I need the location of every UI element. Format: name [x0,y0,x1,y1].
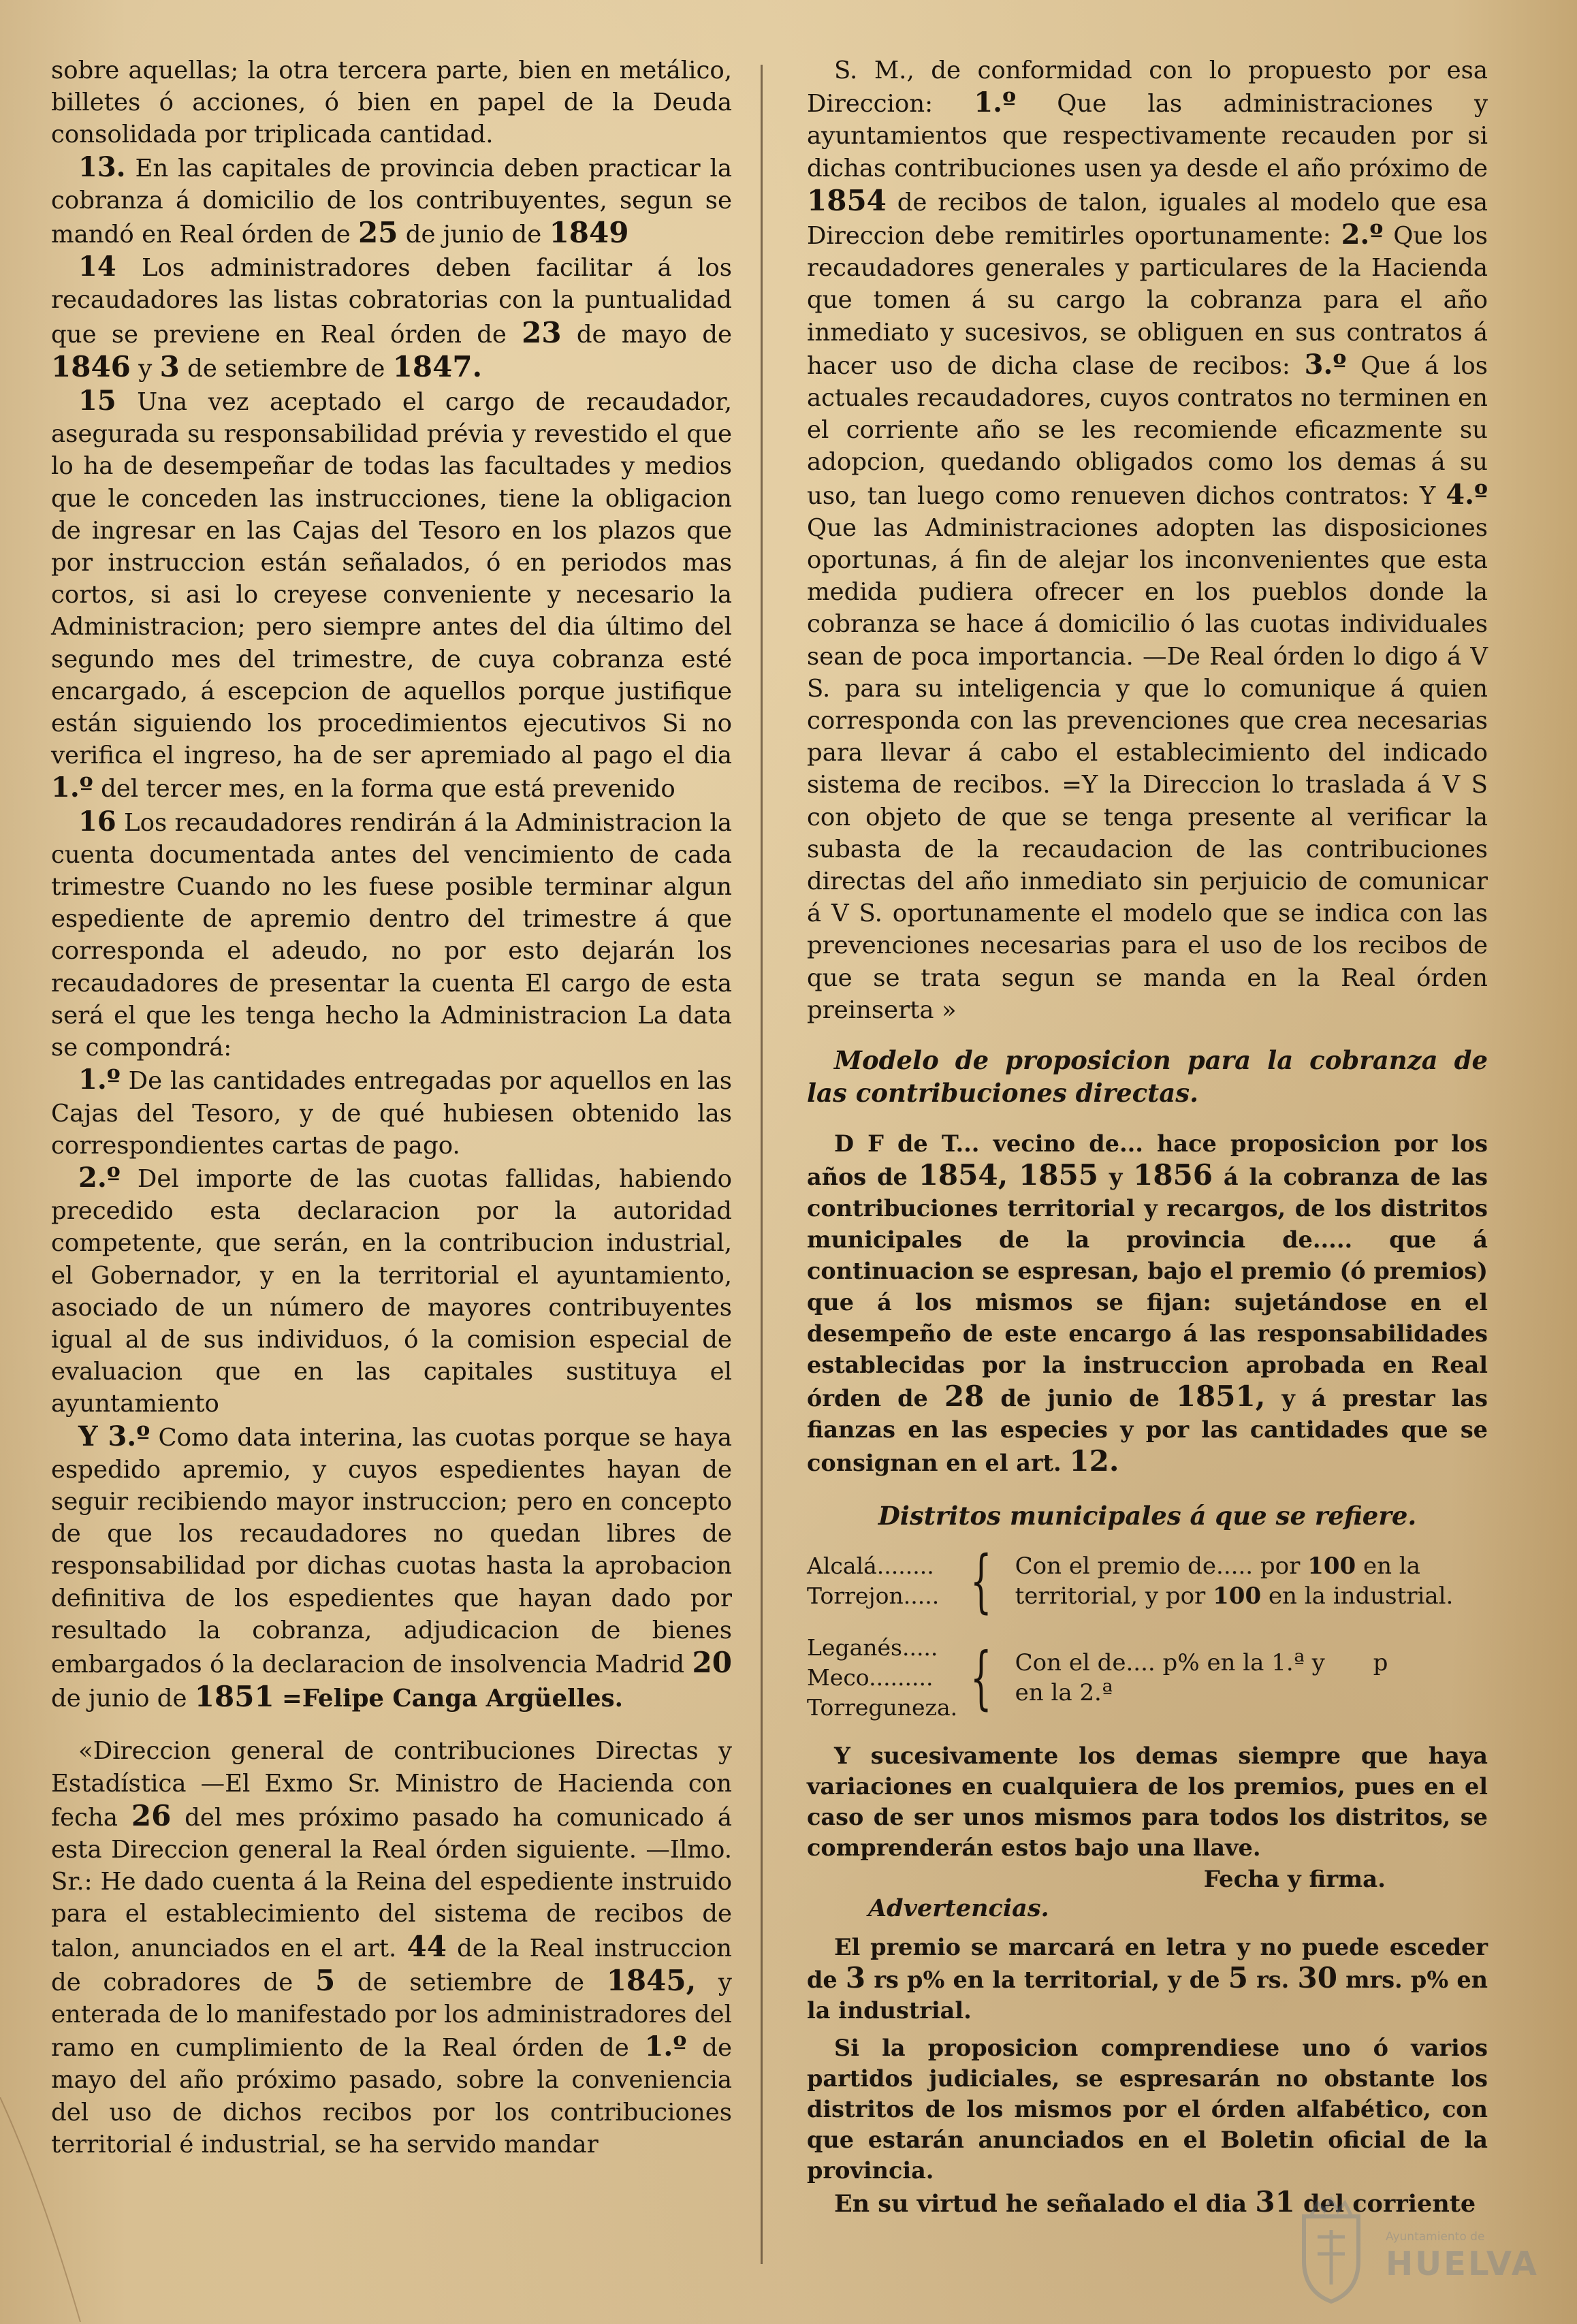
article-number: 16 [78,805,116,838]
paragraph-continuation: sobre aquellas; la otra tercera parte, bien en metálico, billetes ó acciones, ó bien en papel de la Deuda consolidada por triplicada cantidad. [51,57,732,149]
advertencia-2: Si la proposicion comprendiese uno ó varios partidos judiciales, se espresarán no obstante los distritos de los mismos por el órden alfabético, con que estarán anunciados en el Boletin oficial de la provincia. [807,2035,1488,2184]
article-number: 13. [78,150,126,183]
district-premium-text: Con el premio de..... por 100 en la territorial, y por 100 en la industrial. [1015,1553,1454,1610]
article-16: 16 Los recaudadores rendirán á la Administracion la cuenta documentada antes del vencimiento de cada trimestre Cuando no les fuese posible terminar algun espediente de apremio dentro del trimestre á que corresponda el adeudo, no por esto dejarán los recaudadores de presentar la cuenta El cargo de esta será el que les tenga hecho la Administracion La data se compondrá: [51,805,732,1062]
signature-canga: =Felipe Canga Argüelles. [282,1685,623,1713]
data-item-2: 2.º Del importe de las cuotas fallidas, habiendo precedido esta declaracion por la autoridad competente, que serán, en la contribucion industrial, el Gobernador, y en la territorial el ayuntamiento, asociado de un número de mayores contribuyentes igual al de sus individuos, ó la comision especial de evaluacion que en las capitales sustituya el ayuntamiento [51,1161,732,1418]
district-group-2 [807,1633,1488,1723]
data-item-3: Y 3.º Como data interina, las cuotas porque se haya espedido apremio, y cuyos espedientes hayan de seguir recibiendo mayor instruccion; pero en concepto de que los recaudadores no quedan libres de responsabilidad por dichas cuotas hasta la aprobacion definitiva de los espedientes que hayan dado por resultado la cobranza, adjudicacion de bienes embargados ó la declaracion de insolvencia Madrid 20 de junio de 1851 =Felipe Canga Argüelles. [51,1420,732,1714]
advertencias-heading: Advertencias. [868,1894,1049,1923]
article-14: 14 Los administradores deben facilitar á los recaudadores las listas cobratorias con la puntualidad que se previene en Real órden de 23 de mayo de 1846 y 3 de setiembre de 1847. [51,251,732,383]
watermark: Ayuntamiento de HUELVA [1290,2196,1515,2312]
district-premium-text: Con el de.... p% en la 1.ª y p en la 2.ª [1015,1649,1388,1707]
district-names: Leganés..... Meco......... Torreguneza. [807,1634,958,1721]
paper-crease [0,2097,82,2322]
article-15: 15 Una vez aceptado el cargo de recaudador, asegurada su responsabilidad prévia y revestido el que lo ha de desempeñar de todas las facultades y medios que le conceden las instrucciones, tiene la obligacion de ingresar en las Cajas del Tesoro en los plazos que por instruccion están señalados, ó en periodos mas cortos, si asi lo creyese conveniente y necesario la Administracion; pero siempre antes del dia último del segundo mes del trimestre, de cuya cobranza esté encargado, á escepcion de aquellos porque justifique están siguiendo los procedimientos ejecutivos Si no verifica el ingreso, ha de ser apremiado al pago el dia 1.º del tercer mes, en la forma que está prevenido [51,385,732,804]
closing-line: En su virtud he señalado el dia 31 del corriente [834,2185,1476,2219]
model-title: Modelo de proposicion para la cobranza de las contribuciones directas. [807,1045,1488,1109]
circular-quote: «Direccion general de contribuciones Directas y Estadística —El Exmo Sr. Ministro de Hacienda con fecha 26 del mes próximo pasado ha comunicado á esta Direccion general la Real órden siguiente. —Ilmo. Sr.: He dado cuenta á la Reina del espediente instruido para el establecimiento del sistema de recibos de talon, anunciados en el art. 44 de la Real instruccion de cobradores de 5 de setiembre de 1845, y enterada de lo manifestado por los administradores del ramo en cumplimiento de la Real órden de 1.º de mayo del año próximo pasado, sobre la conveniencia del uso de dichos recibos por los contribuciones territorial é industrial, se ha servido mandar [51,1737,732,2159]
district-names: Alcalá........ Torrejon..... [807,1553,940,1610]
district-group-1 [807,1541,1488,1621]
successively-paragraph: Y sucesivamente los demas siempre que haya variaciones en cualquiera de los premios, pues en el caso de ser unos mismos para todos los distritos, se comprenderán estos bajo una llave. [807,1742,1488,1862]
data-item-1: 1.º De las cantidades entregadas por aquellos en las Cajas del Tesoro, y de qué hubiesen obtenido las correspondientes cartas de pago. [51,1064,732,1160]
brace-icon: { [970,1638,992,1718]
date-and-signature: Fecha y firma. [1203,1866,1386,1894]
model-proposal: D F de T... vecino de... hace proposicion por los años de 1854, 1855 y 1856 á la cobranza de las contribuciones territorial y recargos, de los distritos municipales de la provincia de..... que á continuacion se espresan, bajo el premio (ó premios) que á los mismos se fijan: sujetándose en el desempeño de este encargo á las responsabilidades establecidas por la instruccion aprobada en Real órden de 28 de junio de 1851, y á prestar las fianzas en las especies y por las cantidades que se consignan en el art. 12. [807,1130,1488,1478]
column-divider [761,65,763,2264]
article-number: 15 [78,385,116,417]
brace-icon: { [970,1541,992,1621]
article-number: 14 [78,251,116,283]
right-column [807,54,1488,2220]
royal-order-text: S. M., de conformidad con lo propuesto por esa Direccion: 1.º Que las administraciones y ayuntamientos que respectivamente recauden por si dichas contribuciones usen ya desde el año próximo de 1854 de recibos de talon, iguales al modelo que esa Direccion debe remitirles oportunamente: 2.º Que los recaudadores generales y particulares de la Hacienda que tomen á su cargo la cobranza para el año inmediato y sucesivos, se obliguen en sus contratos á hacer uso de dicha clase de recibos: 3.º Que á los actuales recaudadores, cuyos contratos no terminen en el corriente año se les recomiende eficazmente su adopcion, quedando obligados como los demas á su uso, tan luego como renueven dichos contratos: Y 4.º Que las Administraciones adopten las disposiciones oportunas, á fin de alejar los inconvenientes que esta medida pudiera ofrecer en los pueblos donde la cobranza se hace á domicilio ó las cuotas individuales sean de poca importancia. —De Real órden lo digo á V S. para su inteligencia y que lo comunique á quien corresponda con las prevenciones que crea necesarias para llevar á cabo el establecimiento del indicado sistema de recibos. =Y la Direccion lo traslada á V S con objeto de que se tenga presente al verificar la subasta de la recaudacion de las contribuciones directas del año inmediato sin perjuicio de comunicar á V S. oportunamente el modelo que se indica con las prevenciones necesarias para el uso de los recibos de que se trata segun se manda en la Real órden preinserta » [807,57,1488,1024]
article-13: 13. En las capitales de provincia deben practicar la cobranza á domicilio de los contribuyentes, segun se mandó en Real órden de 25 de junio de 1849 [51,150,732,250]
districts-heading: Distritos municipales á que se refiere. [878,1501,1417,1531]
advertencia-1: El premio se marcará en letra y no puede esceder de 3 rs p% en la territorial, y de 5 rs. 30 mrs. p% en la industrial. [807,1934,1488,2024]
coat-of-arms-icon [1290,2196,1372,2305]
left-column [51,54,732,2161]
